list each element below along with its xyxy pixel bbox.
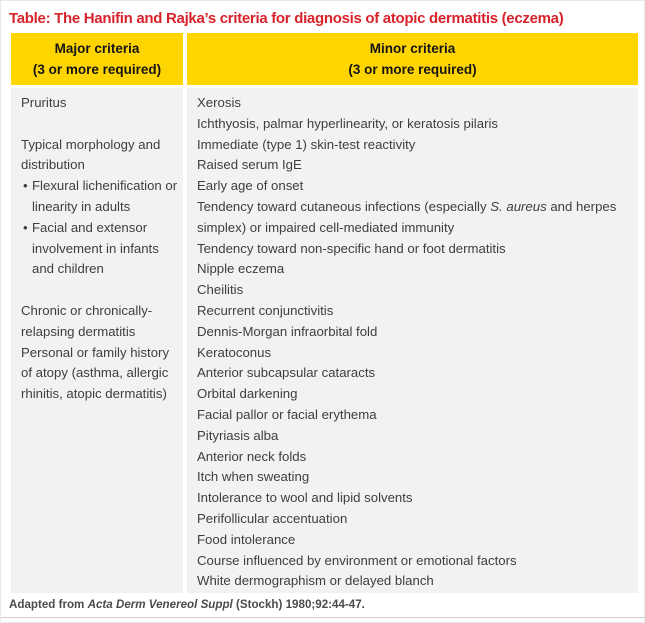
bottom-divider [1, 617, 645, 618]
criteria-item: Dennis-Morgan infraorbital fold [197, 323, 378, 339]
criteria-item: Anterior neck folds [197, 448, 307, 464]
criteria-item: Immediate (type 1) skin-test reactivity [197, 136, 416, 152]
table-header-row [11, 33, 638, 85]
criteria-item: Anterior subcapsular cataracts [197, 365, 376, 381]
criteria-item: Early age of onset [197, 178, 304, 194]
major-criteria-header [11, 33, 183, 85]
criteria-item-text: Facial and extensor involvement in infants and children [32, 219, 159, 277]
minor-header-line1: Minor criteria [369, 41, 456, 56]
minor-header-line2: (3 or more required) [348, 62, 477, 77]
criteria-item: Recurrent conjunctivitis [197, 302, 334, 318]
criteria-item: Tendency toward non-specific hand or foot dermatitis [197, 240, 506, 256]
criteria-table [11, 33, 638, 593]
criteria-item: Intolerance to wool and lipid solvents [197, 490, 413, 506]
criteria-item [23, 218, 178, 280]
criteria-item: Orbital darkening [197, 386, 298, 402]
criteria-item: Perifollicular accentuation [197, 510, 348, 526]
criteria-item: Course influenced by environment or emotional factors [197, 552, 517, 568]
criteria-item: Food intolerance [197, 531, 296, 547]
criteria-item: Ichthyosis, palmar hyperlinearity, or keratosis pilaris [197, 115, 498, 131]
criteria-item-text: Flexural lichenification or linearity in adults [32, 178, 178, 214]
criteria-item: Typical morphology and distribution [21, 136, 161, 173]
criteria-item [197, 197, 624, 239]
footnote [9, 598, 365, 611]
criteria-item: Pityriasis alba [197, 427, 279, 443]
criteria-item: Itch when sweating [197, 469, 310, 485]
minor-criteria-list [187, 88, 638, 593]
criteria-item: Keratoconus [197, 344, 272, 360]
criteria-item [23, 176, 178, 218]
text-segment: Tendency toward cutaneous infections (especially [197, 198, 491, 214]
criteria-item: Raised serum IgE [197, 157, 302, 173]
major-header-line1: Major criteria [54, 41, 140, 56]
text-segment: (Stockh) 1980;92:44-47. [232, 598, 365, 611]
criteria-item: Pruritus [21, 95, 67, 110]
criteria-item: Facial pallor or facial erythema [197, 406, 377, 422]
major-header-line2: (3 or more required) [32, 62, 162, 77]
emphasized-text: S. aureus [490, 198, 547, 214]
text-segment: and herpes simplex) or impaired cell-mediated immunity [197, 198, 617, 235]
major-criteria-list [11, 88, 183, 593]
table-body-row [11, 88, 638, 593]
criteria-item: Cheilitis [197, 282, 244, 298]
bullet-icon: • [23, 219, 28, 235]
emphasized-text: Acta Derm Venereol Suppl [87, 598, 233, 611]
criteria-item: Chronic or chronically-relapsing dermatitis [21, 302, 153, 339]
bullet-icon: • [23, 178, 28, 194]
minor-criteria-header [187, 33, 638, 85]
criteria-item: White dermographism or delayed blanch [197, 573, 434, 589]
table-title: Table: The Hanifin and Rajka’s criteria for diagnosis of atopic dermatitis (eczema) [9, 10, 564, 27]
text-segment: Adapted from [9, 598, 88, 611]
criteria-item: Xerosis [197, 95, 241, 110]
criteria-item: Personal or family history of atopy (asthma, allergic rhinitis, atopic dermatitis) [21, 344, 170, 402]
criteria-item: Nipple eczema [197, 261, 285, 277]
